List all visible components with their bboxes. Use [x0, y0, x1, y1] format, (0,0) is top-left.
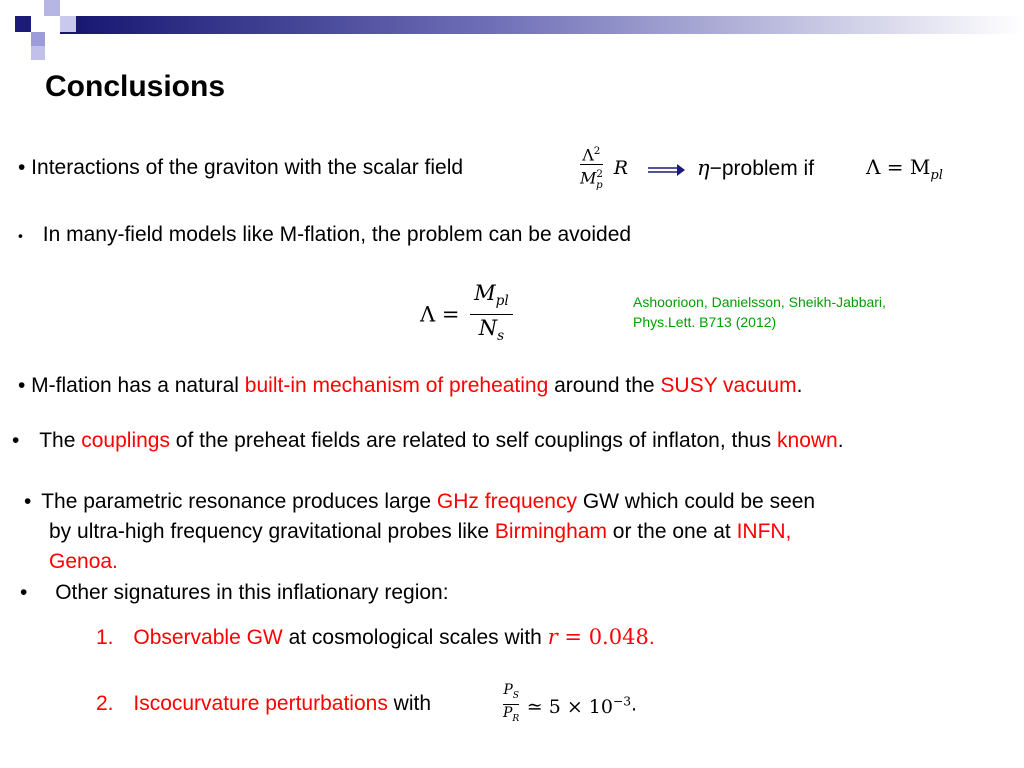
- header-square-white: [44, 16, 60, 32]
- bullet-many-field: [18, 222, 631, 248]
- formula-lhs: Λ =: [420, 302, 460, 327]
- highlight-known: known: [777, 429, 838, 452]
- highlight-infn: INFN,: [736, 520, 792, 543]
- numbered-item-2: 2. Iscocurvature perturbations with: [96, 692, 432, 715]
- bullet-graviton-text: • Interactions of the graviton with the scalar field: [18, 156, 464, 179]
- bullet-preheating: • M-flation has a natural built-in mechanism of preheating around the SUSY vacuum.: [18, 374, 803, 397]
- header-square-lavender-right: [60, 16, 76, 32]
- eta-problem: [697, 155, 814, 182]
- math-r: r: [547, 625, 558, 649]
- header-square-lavender-top: [44, 0, 60, 16]
- bullet-marker: •: [24, 490, 32, 513]
- highlight-ghz: GHz frequency: [436, 490, 577, 513]
- ps-pr-frac: [503, 682, 519, 727]
- highlight-preheating: built-in mechanism of preheating: [244, 374, 549, 397]
- formula-denominator: $N_s$: [478, 316, 505, 345]
- bullet-many-field-text: In many-field models like M-flation, the problem can be avoided: [42, 223, 632, 246]
- ps-numerator: $P_S$: [503, 682, 519, 701]
- highlight-couplings: couplings: [81, 429, 170, 452]
- lambda-formula: [420, 280, 513, 349]
- isocurvature-ratio: $\frac{P_S}{P_R}$ ≃ $5 \times 10^{-3}$.: [503, 682, 637, 727]
- eta-problem-text: −problem if: [709, 157, 815, 180]
- slide-title: Conclusions: [45, 70, 226, 103]
- bullet-other-signatures: • Other signatures in this inflationary region:: [20, 581, 449, 604]
- item-number: 1.: [96, 626, 114, 649]
- citation-authors: Ashoorioon, Danielsson, Sheikh-Jabbari,: [633, 294, 886, 310]
- citation: [633, 292, 886, 332]
- formula-frac: [470, 280, 513, 349]
- approx-value: ≃ $5 \times 10^{-3}$: [526, 694, 632, 718]
- header-decoration: [0, 0, 1024, 62]
- bullet-parametric-resonance: • The parametric resonance produces large GHz frequency GW which could be seen by ultra-high frequency gravitational probes like Birmingham or the one at INFN, Genoa.: [24, 490, 816, 573]
- numbered-item-1: 1. Observable GW at cosmological scales with r = 0.048.: [96, 625, 655, 649]
- eta-symbol: η: [697, 156, 710, 180]
- header-gradient-bar: [60, 16, 1024, 34]
- pr-denominator: $P_R$: [503, 704, 520, 724]
- bullet-marker: •: [18, 227, 23, 244]
- header-square-lavender-mid: [31, 32, 45, 46]
- highlight-genoa: Genoa.: [49, 550, 118, 573]
- highlight-isocurvature: Iscocurvature perturbations: [133, 692, 388, 715]
- highlight-birmingham: Birmingham: [494, 520, 607, 543]
- item-number: 2.: [96, 692, 114, 715]
- implies-arrow-icon: [646, 163, 686, 177]
- header-square-navy: [15, 16, 31, 32]
- highlight-susy-vacuum: SUSY vacuum: [660, 374, 797, 397]
- bullet-graviton: [18, 155, 463, 181]
- formula-numerator: $M_{pl}$: [474, 281, 509, 310]
- citation-journal: Phys.Lett. B713 (2012): [633, 314, 777, 330]
- bullet-marker: •: [20, 581, 28, 604]
- frac-tail-r: R: [613, 156, 629, 179]
- graviton-fraction: [580, 142, 628, 194]
- header-square-lavender-bottom: [31, 46, 45, 60]
- highlight-observable-gw: Observable GW: [133, 626, 283, 649]
- lambda-condition: $\Lambda = M_{pl}$: [866, 155, 943, 183]
- bullet-couplings: • The couplings of the preheat fields are related to self couplings of inflaton, thus known.: [12, 429, 844, 452]
- graviton-frac: [580, 142, 603, 194]
- math-r-value: = 0.048: [557, 625, 649, 649]
- frac-numerator: $\Lambda^2$: [582, 145, 601, 165]
- bullet-marker: •: [12, 429, 20, 452]
- frac-denominator: $M^2_p$: [580, 168, 604, 191]
